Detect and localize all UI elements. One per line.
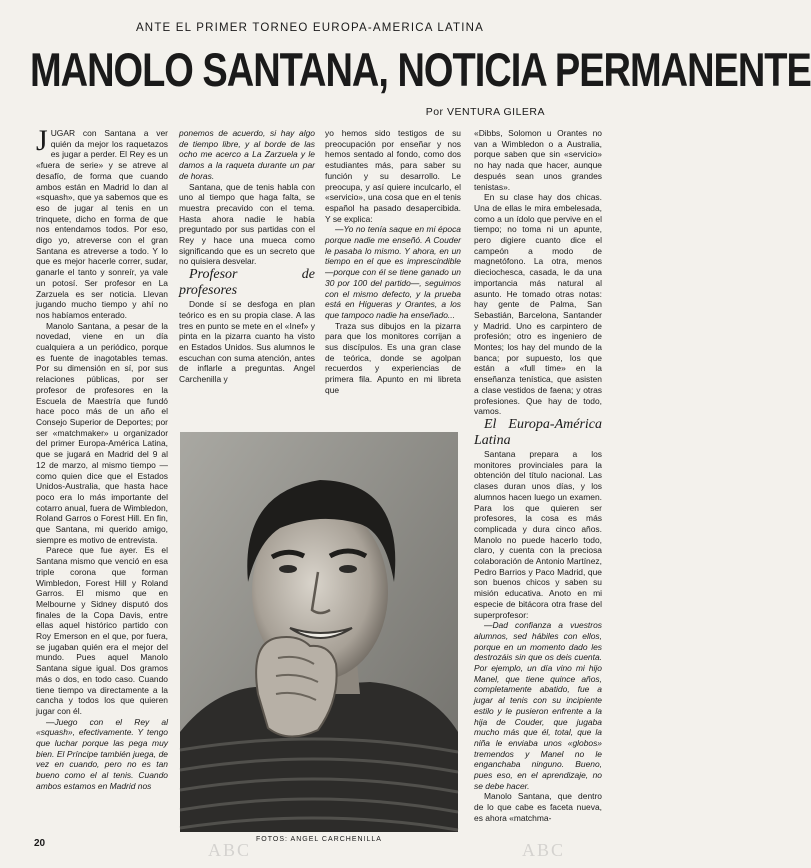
subheading: Profesor de profesores — [179, 267, 315, 299]
quote-paragraph: ponemos de acuerdo, si hay algo de tiempo libre, y al borde de las ocho me acerco a La Zarzuela y le damos a la raqueta durante un par de horas. — [179, 128, 315, 181]
drop-cap: J — [36, 124, 48, 157]
paragraph: Parece que fue ayer. Es el Santana mismo que venció en esa triple corona que forman Wimbledon, Forest Hill y Roland Garros. El mismo que en Melbourne y Sidney disputó dos finales de la Copa Davis, entre ellas aquel histórico partido con Roy Emerson en el que, por fuera, se jugaban quién era el mejor del mundo. Pues aquel Manolo Santana sigue igual. Dos gramos más o dos, en todo caso. Cuando tiene tiempo va directamente a la cancha y todos los que quieren jugar con él. — [36, 545, 168, 716]
watermark: ABC — [208, 840, 252, 860]
paragraph: JUGAR con Santana a ver quién da mejor los raquetazos es jugar a perder. El Rey es un «fuera de serie» y se atreve al desafío, de forma que cuando ambos están en Madrid lo dan al «squash», que ya sabemos que es eso de jugar al tenis en un trinquete, dicho en forma de que nos entendamos todos. Por eso, digo yo, atreverse con el gran Santana es atreverse a todo. Y lo que es mejor hacerle correr, sudar, ganarle el tanto y sonreír, ya vale un potosí. Ser profesor en La Zarzuela es ser noticia. Llevan jugando mucho tiempo y ahí no nos habíamos enterado. — [36, 124, 168, 320]
portrait-illustration — [180, 432, 458, 832]
quote-paragraph: —Yo no tenía saque en mi época porque nadie me enseñó. A Couder le pasaba lo mismo. Y ahora, en un tiempo en el que es imprescindible —porque con él se tiene ganado un 30 por 100 del partido—, seguimos con el mismo defecto, y la prueba está en Higueras y Orantes, a los que tampoco nadie ha enseñado... — [325, 224, 461, 320]
paragraph: En su clase hay dos chicas. Una de ellas le mira embelesada, como a un ídolo que pervive en el tiempo; no toma ni un apunte, pero digiere cuanto dice el campeón a modo de magnetófono. La otra, menos dieciochesca, casada, le da una importancia más natural al asunto. He tomado otras notas: hay gente de Palma, San Sebastián, Barcelona, Santander y Madrid. Uno es carpintero de profesión; otro es ingeniero de Montes; los hay del mundo de la banca; por supuesto, los que están a «full time» en la enseñanza tenística, que asisten a clase vestidos de faena; y otras profesiones. Que hay de todo, vamos. — [474, 192, 602, 417]
portrait-photo — [180, 432, 458, 832]
page-number: 20 — [34, 838, 46, 849]
paragraph: Manolo Santana, que dentro de lo que cabe es faceta nueva, es ahora «matchma- — [474, 791, 602, 823]
photo-credit: FOTOS: ANGEL CARCHENILLA — [256, 836, 382, 843]
paragraph: «Dibbs, Solomon u Orantes no van a Wimbledon o a Australia, porque saben que sin «servicio» no hay nada que hacer, aunque después sean unos grandes tenistas». — [474, 128, 602, 192]
paragraph: yo hemos sido testigos de su preocupación por enseñar y nos hemos sentado al fondo, como dos estudiantes más, para saber su función y su desarrollo. Le preocupa, y así quiere inculcarlo, el «servicio», una cosa que en el tenis español ha pasado desapercibida. Y se explica: — [325, 128, 461, 224]
quote-paragraph: —Juego con el Rey al «squash», efectivamente. Y tengo que luchar porque las pega muy bien. El Príncipe también juega, de vez en cuando, pero no es tan bueno como el al tenis. Cuando ambos estamos en Madrid nos — [36, 716, 168, 791]
kicker: ANTE EL PRIMER TORNEO EUROPA-AMERICA LATINA — [135, 22, 485, 34]
paragraph: Traza sus dibujos en la pizarra para que los monitores corrijan a sus discípulos. Es una gran clase de teórica, donde se agolpan recuerdos y experiencias de primera fila. Apunto en mi libreta que — [325, 320, 461, 395]
article-column-4 — [474, 128, 602, 853]
paragraph: Santana, que de tenis habla con uno al tiempo que haga falta, se muestra precavido con el tema. Hasta ahora nadie le había preguntado por sus partidas con el Rey y hace una mueca como significando que es un secreto que no quisiera desvelar. — [179, 181, 315, 267]
article-column-3 — [325, 128, 461, 424]
subheading: El Europa-América Latina — [474, 416, 602, 448]
paragraph: Donde sí se desfoga en plan teórico es en su propia clase. A las tres en punto se mete en el «Inef» y pinta en la pizarra cuanto ha visto en Estados Unidos. Sus alumnos le escuchan con suma atención, antes de inflarle a preguntas. Angel Carchenilla y — [179, 299, 315, 385]
article-column-2 — [179, 128, 315, 424]
paragraph: Santana prepara a los monitores provinciales para la obtención del título nacional. Las clases duran unos días, y los alumnos hacen luego un examen. Para los que quieren ser profesores, la cosa es más complicada y dura cinco años. Manolo no puede hacerlo todo, claro, y cuenta con la preciosa colaboración de Antonio Martínez, Pedro Barrios y Paco Madrid, que son buenos chicos y saben su misión educativa. Anoto en mi especie de bitácora otra frase del superprofesor: — [474, 448, 602, 620]
byline: Por VENTURA GILERA — [425, 106, 545, 118]
paragraph: Manolo Santana, a pesar de la novedad, viene en un día cualquiera a un periódico, porque es fuente de inagotables temas. Por su dimensión en sí, por sus relaciones públicas, por ser profesor de profesores en la Escuela de Maestría que fundó hace poco más de un año el Consejo Superior de Deportes; por ser «matchmaker» u organizador del primer Europa-América Latina, que se jugará en Madrid del 9 al 12 de marzo, al mismo tiempo —como quien dice que el Estados Unidos-Australia, que hasta hace poco era lo más importante del cotarro anual, fuera de Wimbledon, Roland Garros o Forest Hill. En fin, que Santana, mi querido amigo, siempre es motivo de entrevista. — [36, 320, 168, 545]
watermark: ABC — [522, 840, 566, 860]
quote-paragraph: —Dad confianza a vuestros alumnos, sed hábiles con ellos, porque en un momento dado les destrozáis sin que os deis cuenta. Por ejemplo, un día vino mi hijo Manel, que tiene quince años, completamente abatido, fue a jugar al tenis con su incipiente estilo y le pusieron enfrente a la hija de Couder, que jugaba mucho más que él, total, que la niña le enviaba unos «globos» tremendos y Manel no le enganchaba ninguno. Bueno, pues eso, en el aprendizaje, no se debe hacer. — [474, 620, 602, 791]
headline: MANOLO SANTANA, NOTICIA PERMANENTE — [30, 44, 811, 98]
article-column-1 — [36, 124, 168, 853]
